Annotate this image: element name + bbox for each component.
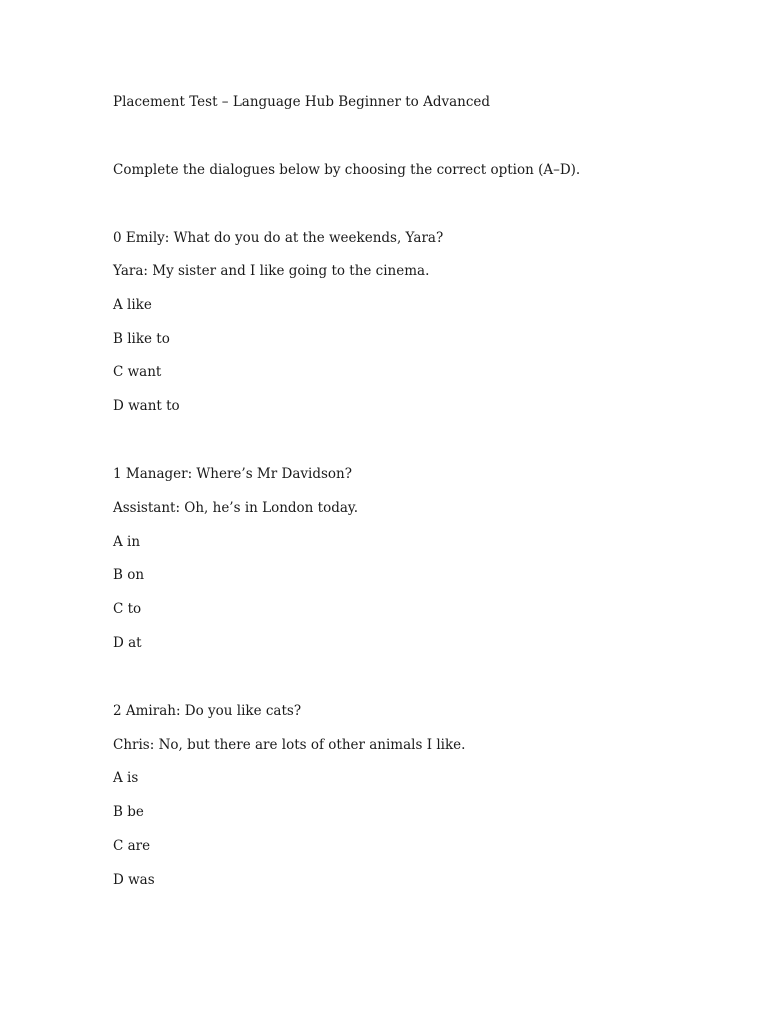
option-d: D at [113,635,142,651]
option-b: B on [113,567,145,583]
option-c: C to [113,601,142,617]
option-d: D want to [113,398,180,414]
option-b: B be [113,804,144,820]
instructions: Complete the dialogues below by choosing the correct option (A–D). [113,162,581,178]
option-c: C are [113,838,151,854]
question-response: Chris: No, but there are lots of other animals I like. [113,737,466,753]
option-c: C want [113,364,162,380]
question-prompt: 2 Amirah: Do you like cats? [113,703,302,719]
question-response: Assistant: Oh, he’s in London today. [113,500,359,516]
question-prompt: 1 Manager: Where’s Mr Davidson? [113,466,352,482]
question-prompt: 0 Emily: What do you do at the weekends, Yara? [113,230,444,246]
option-d: D was [113,872,155,888]
option-a: A is [113,770,139,786]
option-a: A like [113,297,152,313]
option-b: B like to [113,331,170,347]
question-response: Yara: My sister and I like going to the cinema. [113,263,430,279]
document-title: Placement Test – Language Hub Beginner to Advanced [113,94,491,110]
option-a: A in [113,534,141,550]
